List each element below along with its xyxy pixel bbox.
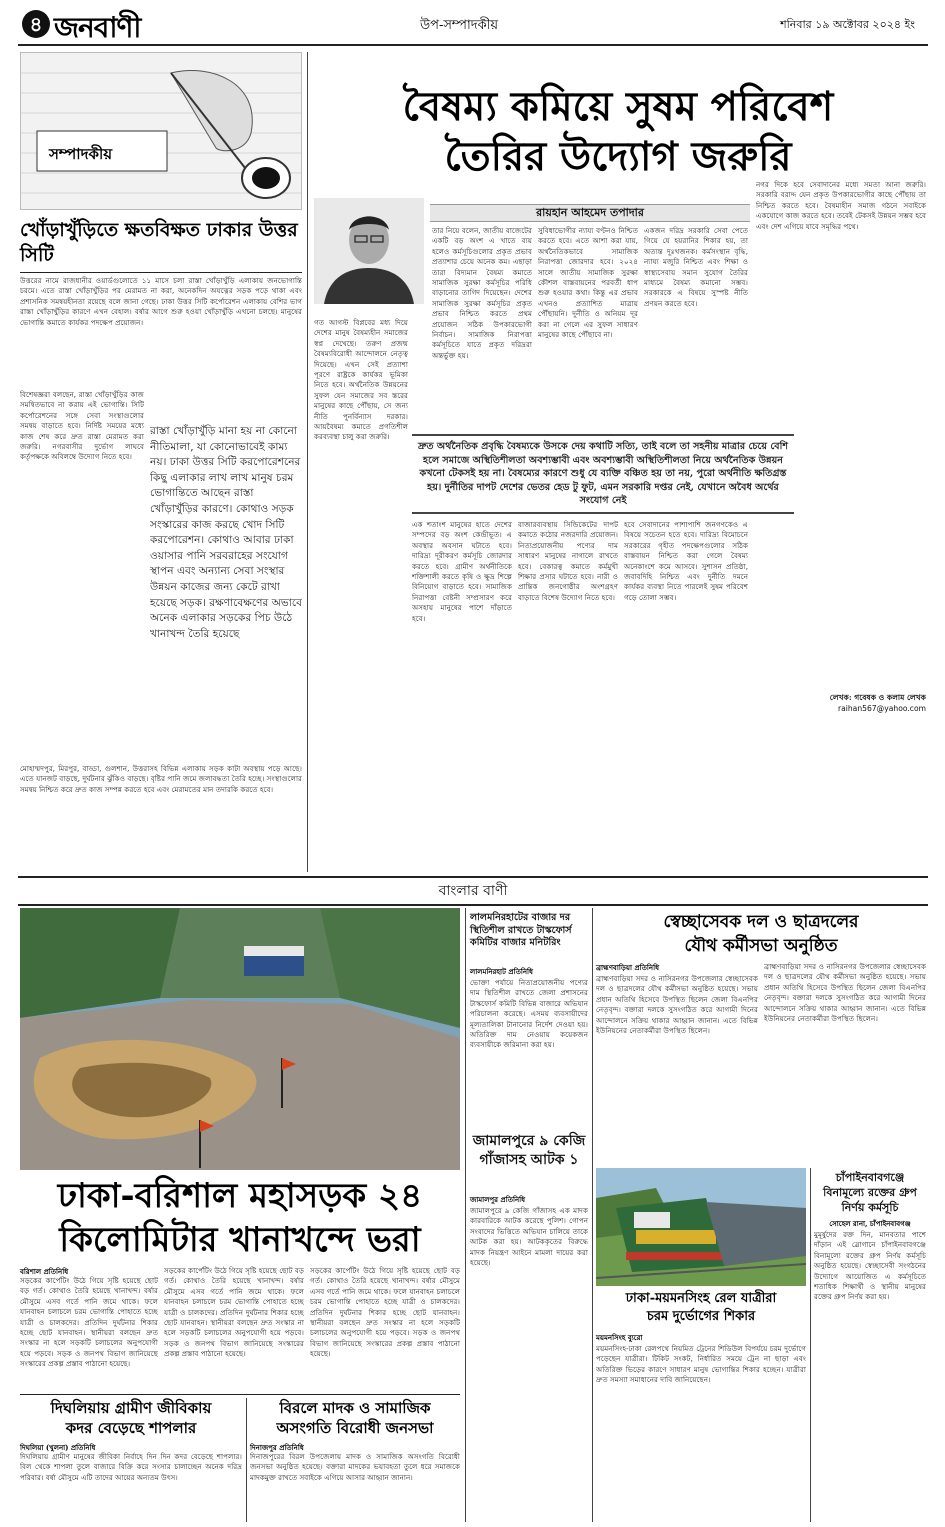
lead-correspondent: বরিশাল প্রতিনিধি: [20, 1267, 69, 1276]
editorial-label: সম্পাদকীয়: [49, 145, 113, 163]
road-photo: [20, 908, 460, 1170]
editorial-body-2: বিশেষজ্ঞরা বলছেন, রাস্তা খোঁড়াখুঁড়ির কাজ সমন্বিতভাবে না করায় এই ভোগান্তি। সিটি কর্পোরেশনের সঙ্গে সেবা সংস্থাগুলোর সমন্বয় বাড়াতে হবে। নির্দিষ্ট সময়ের মধ্যে কাজ শেষ করে দ্রুত রাস্তা মেরামত করা জরুরি। নগরবাসীর দুর্ভোগ লাঘবে কর্তৃপক্ষকে অবিলম্বে উদ্যোগ নিতে হবে।: [20, 390, 144, 462]
column-rule-bottom-a: [246, 1398, 247, 1522]
op-ed-body-7: হবে সেবাদানের পাশাপাশি জনগণকেও এ বিষয়ে সচেতন হতে হবে। দারিদ্র্য বিমোচনে সরকারের গৃহীত পদক্ষেপগুলোর সঠিক বাস্তবায়ন নিশ্চিত করা গেলে বৈষম্য অনেকাংশে কমে আসবে। সুশাসন প্রতিষ্ঠা, জবাবদিহি নিশ্চিত এবং দুর্নীতি দমনে কার্যকর ব্যবস্থা নিতে পারলেই সুষম পরিবেশ গড়ে তোলা সম্ভব।: [624, 520, 748, 602]
author-byline-bar: [430, 204, 750, 222]
lalmonirhat-correspondent: লালমনিরহাট প্রতিনিধি: [470, 967, 533, 976]
lead-body-1: সড়কের কার্পেটিং উঠে গিয়ে সৃষ্টি হয়েছে ছোট বড় গর্ত। কোথাও তৈরি হয়েছে খানাখন্দ। বর্ষার মৌসুমে এসব গর্তে পানি জমে থাকে। ফলে যানবাহন চলাচলে চরম ভোগান্তি পোহাতে হচ্ছে যাত্রী ও চালকদের। প্রতিদিন দুর্ঘটনার শিকার হচ্ছে ছোট যানবাহন। স্থানীয়রা বলছেন দ্রুত সংস্কার না হলে সড়কটি চলাচলের অনুপযোগী হয়ে পড়বে। সড়ক ও জনপথ বিভাগ জানিয়েছে সংস্কারের প্রকল্প প্রস্তাব পাঠানো হয়েছে।: [20, 1276, 158, 1369]
column-rule-3: [592, 908, 593, 1522]
volunteer-correspondent: ব্রাহ্মণবাড়িয়া প্রতিনিধি: [596, 963, 660, 972]
dighalia-headline: [20, 1398, 242, 1438]
op-ed-body-2: সুবিধাভোগীর ন্যায্য বণ্টনও নিশ্চিত করতে হবে। এতে আশা করা যায়, অর্থনৈতিকভাবে সামাজিক নিরাপত্তা জোরদার হবে। ২০২৪ সালে জাতীয় সামাজিক সুরক্ষা কৌশল বাস্তবায়নের পরবর্তী ধাপ শুরু হওয়ার কথা। কিন্তু এর প্রভাব এখনও প্রত্যাশিত মাত্রায় পৌঁছায়নি। দুর্নীতি ও অনিয়ম দূর করা না গেলে এর সুফল সাধারণ মানুষের কাছে পৌঁছাবে না।: [538, 226, 638, 340]
op-ed-body-1: তার নিয়ে বলেন, জাতীয় বাজেটের একটি বড় অংশ এ খাতে ব্যয় হলেও কর্মসূচিগুলোর প্রকৃত প্রভাব প্রত্যাশার চেয়ে অনেক কম। এছাড়া তারা বিদ্যমান বৈষম্য কমাতে সামাজিক সুরক্ষা কর্মসূচির পরিধি বাড়ানোর তাগিদ দিয়েছেন। দেশের সামাজিক সুরক্ষা কর্মসূচির প্রকৃত প্রভাব নিশ্চিত করতে প্রথম প্রয়োজন সঠিক উপকারভোগী নির্বাচন। সামাজিক নিরাপত্তা কর্মসূচিতে যাতে প্রকৃত দরিদ্ররা অন্তর্ভুক্ত হয়।: [432, 226, 532, 360]
op-ed-headline: [312, 82, 924, 182]
jamalpur-headline: জামালপুরে ৯ কেজি গাঁজাসহ আটক ১: [472, 1133, 586, 1168]
dighalia-headline-line1: দিঘলিয়ায় গ্রামীণ জীবিকায়: [50, 1399, 212, 1417]
author-name: রায়হান আহমেদ তপাদার: [536, 206, 644, 219]
op-ed-headline-line2: তৈরির উদ্যোগ জরুরি: [444, 133, 792, 180]
chapainawabganj-body: মুমূর্ষুদের রক্ত দিন, মানবতার পাশে দাঁড়ান এই স্লোগানে চাঁপাইনবাবগঞ্জে বিনামূল্যে রক্তের গ্রুপ নির্ণয় কর্মসূচি অনুষ্ঠিত হয়েছে। স্বেচ্ছাসেবী সংগঠনের উদ্যোগে আয়োজিত এ কর্মসূচিতে শতাধিক শিক্ষার্থী ও স্থানীয় মানুষের রক্তের গ্রুপ নির্ণয় করা হয়।: [814, 1230, 926, 1302]
author-note: লেখক: গবেষক ও কলাম লেখক: [829, 693, 926, 702]
birol-headline-line1: বিরলে মাদক ও সামাজিক: [279, 1399, 431, 1417]
editorial-pullquote: রাস্তা খোঁড়াখুঁড়ি মানা হয় না কোনো নীতিমালা, যা কোনোভাবেই কাম্য নয়। ঢাকা উত্তর সিটি করপোরেশনের কিছু এলাকার লাখ লাখ মানুষ চরম ভোগান্তিতে আছেন রাস্তা খোঁড়াখুঁড়ির কারণে। কোথাও সড়ক সংস্কারের কাজ করছে খোদ সিটি করপোরেশন। কোথাও আবার ঢাকা ওয়াসার পানি সরবরাহের সংযোগ স্থাপন এবং অন্যান্য সেবা সংস্থার উন্নয়ন কাজের জন্য কেটে রাখা হয়েছে সড়ক। রক্ষণাবেক্ষণের অভাবে অনেক এলাকার সড়কের পিচ উঠে খানাখন্দ তৈরি হয়েছে: [150, 425, 302, 640]
bottom-stories-rule: [20, 1394, 460, 1395]
birol-body: দিনাজপুরের বিরল উপজেলায় মাদক ও সামাজিক অসংগতি বিরোধী জনসভা অনুষ্ঠিত হয়েছে। বক্তারা মাদকের ভয়াবহতা তুলে ধরে সমাজকে মাদকমুক্ত রাখতে সবাইকে এগিয়ে আসার আহ্বান জানান।: [250, 1452, 460, 1482]
section-rule-bottom: [18, 904, 928, 906]
dighalia-headline-line2: কদর বেড়েছে শাপলার: [65, 1419, 197, 1437]
birol-correspondent: দিনাজপুর প্রতিনিধি: [250, 1443, 304, 1452]
column-rule-4: [810, 1168, 811, 1522]
train-body: ময়মনসিংহ-ঢাকা রেলপথে নিয়মিত ট্রেনের শিডিউল বিপর্যয়ে চরম দুর্ভোগে পড়েছেন যাত্রীরা। টিকিট সংকট, নির্ধারিত সময়ে ট্রেন না ছাড়া এবং অতিরিক্ত ভিড়ের কারণে সাধারণ মানুষ ভোগান্তির শিকার হচ্ছেন। যাত্রীরা দ্রুত সমস্যা সমাধানের দাবি জানিয়েছেন।: [596, 1344, 806, 1385]
dighalia-correspondent: দিঘলিয়া (খুলনা) প্রতিনিধি: [20, 1443, 96, 1452]
author-email: raihan567@yahoo.com: [837, 704, 926, 713]
section-rule-top: [18, 876, 928, 878]
page-number-badge: ৪: [22, 10, 50, 38]
section-title: উপ-সম্পাদকীয়: [420, 18, 499, 33]
volunteer-headline: [596, 910, 926, 958]
dighalia-body: দিঘলিয়ায় গ্রামীণ মানুষের জীবিকা নির্বাহে দিন দিন কদর বেড়েছে শাপলার। বিল থেকে শাপলা তুলে বাজারে বিক্রি করে সংসার চালাচ্ছেন অনেক দরিদ্র পরিবার। বর্ষা মৌসুমে এটি তাদের আয়ের অন্যতম উৎস।: [20, 1452, 242, 1482]
volunteer-headline-line2: যৌথ কর্মীসভা অনুষ্ঠিত: [684, 936, 838, 956]
author-photo: [314, 198, 424, 304]
lead-body-2: সড়কের কার্পেটিং উঠে গিয়ে সৃষ্টি হয়েছে ছোট বড় গর্ত। কোথাও তৈরি হয়েছে খানাখন্দ। বর্ষার মৌসুমে এসব গর্তে পানি জমে থাকে। ফলে যানবাহন চলাচলে চরম ভোগান্তি পোহাতে হচ্ছে যাত্রী ও চালকদের। প্রতিদিন দুর্ঘটনার শিকার হচ্ছে ছোট যানবাহন। স্থানীয়রা বলছেন দ্রুত সংস্কার না হলে সড়কটি চলাচলের অনুপযোগী হয়ে পড়বে। সড়ক ও জনপথ বিভাগ জানিয়েছে সংস্কারের প্রকল্প প্রস্তাব পাঠানো হয়েছে।: [164, 1266, 304, 1359]
op-ed-pullquote: দ্রুত অর্থনৈতিক প্রবৃদ্ধি বৈষম্যকে উসকে দেয় কথাটি সত্যি, তাই বলে তা সহনীয় মাত্রার চেয়ে বেশি হলে সমাজে অস্থিতিশীলতা অবশ্যম্ভাবী এবং অবশ্যম্ভাবী অস্থিতিশীলতা নিয়ে অর্থনৈতিক উন্নয়ন কখনো টেকসই হয় না। বৈষম্যের কারণে শুধু যে ব্যক্তি বঞ্চিত হয় তা নয়, পুরো অর্থনীতি ক্ষতিগ্রস্ত হয়। দুর্নীতির দাপট দেশের ভেতর হেড টু ফুট, এমন সরকারি দপ্তর নেই, যেখানে অবৈধ অর্থের সংযোগ নেই: [412, 434, 794, 514]
train-photo: [596, 1168, 806, 1286]
birol-headline-line2: অসংগতি বিরোধী জনসভা: [276, 1419, 434, 1437]
bangla-bani-title: বাংলার বাণী: [438, 883, 508, 899]
volunteer-headline-line1: স্বেচ্ছাসেবক দল ও ছাত্রদলের: [663, 912, 859, 932]
op-ed-body-8: নগর দিকে হবে সেবাদানের মধ্যে সমতা আনা জরুরি। সরকারি বরাদ্দ যেন প্রকৃত উপকারভোগীর কাছে পৌঁছায় তা নিশ্চিত করতে হবে। বৈষম্যহীন সমাজ গঠনে সবাইকে একযোগে কাজ করতে হবে। তবেই টেকসই উন্নয়ন সম্ভব হবে এবং দেশ এগিয়ে যাবে সমৃদ্ধির পথে।: [756, 180, 926, 231]
lead-headline-line2: কিলোমিটার খানাখন্দে ভরা: [59, 1220, 421, 1260]
column-rule-1: [307, 52, 308, 872]
op-ed-body-5: এক শতাংশ মানুষের হাতে দেশের সম্পদের বড় অংশ কেন্দ্রীভূত। এ অবস্থার অবসান ঘটাতে হবে। দারিদ্র্য দূরীকরণ কর্মসূচি জোরদার করতে হবে। গ্রামীণ অর্থনীতিকে শক্তিশালী করতে কৃষি ও ক্ষুদ্র শিল্পে বিনিয়োগ বাড়াতে হবে। সামাজিক নিরাপত্তা বেষ্টনী সম্প্রসারণ করে অসহায় মানুষের পাশে দাঁড়াতে হবে।: [412, 520, 512, 623]
train-headline: [596, 1290, 806, 1326]
op-ed-body-4: গত আগস্ট বিপ্লবের মধ্য দিয়ে দেশের মানুষ বৈষম্যহীন সমাজের স্বপ্ন দেখেছে। তরুণ প্রজন্ম বৈষম্যবিরোধী আন্দোলনে নেতৃত্ব দিয়েছে। এখন সেই প্রত্যাশা পূরণে রাষ্ট্রকে কার্যকর ভূমিকা নিতে হবে। অর্থনৈতিক উন্নয়নের সুফল যেন সমাজের সব স্তরের মানুষের কাছে পৌঁছায়, সে জন্য নীতি পুনর্বিন্যাস দরকার। আয়বৈষম্য কমাতে প্রগতিশীল করব্যবস্থা চালু করা জরুরি।: [314, 318, 408, 442]
volunteer-body-1: ব্রাহ্মণবাড়িয়া সদর ও নাসিরনগর উপজেলার স্বেচ্ছাসেবক দল ও ছাত্রদলের যৌথ কর্মীসভা অনুষ্ঠিত হয়েছে। সভায় প্রধান অতিথি হিসেবে উপস্থিত ছিলেন জেলা বিএনপির নেতৃবৃন্দ। বক্তারা দলকে সুসংগঠিত করে আগামী দিনের আন্দোলনে সক্রিয় থাকার আহ্বান জানান। এতে বিভিন্ন ইউনিয়নের নেতাকর্মীরা উপস্থিত ছিলেন।: [596, 974, 758, 1036]
editorial-illustration: [20, 52, 302, 210]
op-ed-body-6: বাজারব্যবস্থায় সিন্ডিকেটের দাপট কমাতে কঠোর নজরদারি প্রয়োজন। নিত্যপ্রয়োজনীয় পণ্যের দাম সাধারণ মানুষের নাগালে রাখতে হবে। বেকারত্ব কমাতে কর্মমুখী শিক্ষার প্রসার ঘটাতে হবে। নারী ও প্রান্তিক জনগোষ্ঠীর অংশগ্রহণ বাড়াতে বিশেষ উদ্যোগ নিতে হবে।: [518, 520, 618, 602]
train-headline-line2: চরম দুর্ভোগের শিকার: [646, 1309, 756, 1324]
lead-headline: [20, 1174, 460, 1262]
lead-headline-line1: ঢাকা-বরিশাল মহাসড়ক ২৪: [57, 1176, 423, 1216]
editorial-body-1: উত্তরের নামে রাজধানীর ওয়ার্ডগুলোতে ১১ মাসে চলা রাস্তা খোঁড়াখুঁড়ি এলাকায় জনভোগান্তি চরমে। এতে রাস্তা খোঁড়াখুঁড়ির পর মেরামত না করা, অনেকদিন অযত্নের সড়ক পড়ে থাকা এবং প্রশাসনিক সমন্বয়হীনতা রয়েছে বলে জানা গেছে। ঢাকা উত্তর সিটি কর্পোরেশন এলাকায় বেশির ভাগ রাস্তা খোঁড়াখুঁড়ির কারণে এখন বেহাল। বর্ষার আগে শুরু হওয়া খোঁড়াখুঁড়ি এখনো চলছে। মানুষের ভোগান্তি কমাতে কার্যকর পদক্ষেপ প্রয়োজন।: [20, 276, 302, 327]
editorial-headline: খোঁড়াখুঁড়িতে ক্ষতবিক্ষত ঢাকার উত্তর সিটি: [20, 219, 298, 266]
lalmonirhat-headline: লালমনিরহাটের বাজার দর স্থিতিশীল রাখতে টাস্কফোর্স কমিটির বাজার মনিটরিং: [470, 912, 572, 949]
chapainawabganj-headline: চাঁপাইনবাবগঞ্জে বিনামূল্যে রক্তের গ্রুপ নির্ণয় কর্মসূচি: [823, 1171, 917, 1214]
masthead-rule: [18, 44, 928, 46]
chapainawabganj-correspondent: সোহেল রানা, চাঁপাইনবাবগঞ্জ: [829, 1219, 911, 1228]
column-rule-2: [465, 908, 466, 1522]
editorial-rule: [20, 272, 302, 273]
logo: জনবাণী: [54, 11, 141, 44]
op-ed-body-3: একজন দরিদ্র সরকারি সেবা পেতে গিয়ে যে হয়রানির শিকার হয়, তা অত্যন্ত দুঃখজনক। কর্মসংস্থান বৃদ্ধি, ন্যায্য মজুরি নিশ্চিত এবং শিক্ষা ও স্বাস্থ্যসেবায় সমান সুযোগ তৈরির মাধ্যমে বৈষম্য কমানো সম্ভব। সরকারকে এ বিষয়ে সুস্পষ্ট নীতি প্রণয়ন করতে হবে।: [644, 226, 748, 308]
train-headline-line1: ঢাকা-ময়মনসিংহ রেল যাত্রীরা: [625, 1291, 777, 1306]
editorial-body-3: মোহাম্মদপুর, মিরপুর, বাড্ডা, গুলশান, উত্তরাসহ বিভিন্ন এলাকায় সড়ক কাটা অবস্থায় পড়ে আছে। এতে যানজট বাড়ছে, দুর্ঘটনার ঝুঁকিও বাড়ছে। বৃষ্টির পানি জমে জলাবদ্ধতা তৈরি হচ্ছে। সংস্থাগুলোর সমন্বয় নিশ্চিত করে দ্রুত কাজ সম্পন্ন করতে হবে এবং মেরামতের মান তদারকি করতে হবে।: [20, 764, 302, 794]
masthead: [0, 0, 945, 46]
birol-headline: [250, 1398, 460, 1438]
op-ed-headline-line1: বৈষম্য কমিয়ে সুষম পরিবেশ: [402, 83, 834, 130]
jamalpur-correspondent: জামালপুর প্রতিনিধি: [470, 1195, 526, 1204]
issue-date: শনিবার ১৯ অক্টোবর ২০২৪ ইং: [780, 18, 915, 31]
jamalpur-body: জামালপুরে ৯ কেজি গাঁজাসহ এক মাদক কারবারিকে আটক করেছে পুলিশ। গোপন সংবাদের ভিত্তিতে অভিযান চালিয়ে তাকে আটক করা হয়। আটককৃতের বিরুদ্ধে মাদক নিয়ন্ত্রণ আইনে মামলা দায়ের করা হয়েছে।: [470, 1206, 588, 1268]
lalmonirhat-body: ভোক্তা পর্যায়ে নিত্যপ্রয়োজনীয় পণ্যের দাম স্থিতিশীল রাখতে জেলা প্রশাসনের টাস্কফোর্স কমিটি বিভিন্ন বাজারে অভিযান পরিচালনা করেছে। এসময় ব্যবসায়ীদের মূল্যতালিকা টানানোর নির্দেশ দেওয়া হয়। অতিরিক্ত দাম নেওয়ায় কয়েকজন ব্যবসায়ীকে জরিমানা করা হয়।: [470, 978, 588, 1050]
bangla-bani-band: [18, 880, 928, 902]
volunteer-body-2: ব্রাহ্মণবাড়িয়া সদর ও নাসিরনগর উপজেলার স্বেচ্ছাসেবক দল ও ছাত্রদলের যৌথ কর্মীসভা অনুষ্ঠিত হয়েছে। সভায় প্রধান অতিথি হিসেবে উপস্থিত ছিলেন জেলা বিএনপির নেতৃবৃন্দ। বক্তারা দলকে সুসংগঠিত করে আগামী দিনের আন্দোলনে সক্রিয় থাকার আহ্বান জানান। এতে বিভিন্ন ইউনিয়নের নেতাকর্মীরা উপস্থিত ছিলেন।: [764, 962, 926, 1024]
lead-body-3: সড়কের কার্পেটিং উঠে গিয়ে সৃষ্টি হয়েছে ছোট বড় গর্ত। কোথাও তৈরি হয়েছে খানাখন্দ। বর্ষার মৌসুমে এসব গর্তে পানি জমে থাকে। ফলে যানবাহন চলাচলে চরম ভোগান্তি পোহাতে হচ্ছে যাত্রী ও চালকদের। প্রতিদিন দুর্ঘটনার শিকার হচ্ছে ছোট যানবাহন। স্থানীয়রা বলছেন দ্রুত সংস্কার না হলে সড়কটি চলাচলের অনুপযোগী হয়ে পড়বে। সড়ক ও জনপথ বিভাগ জানিয়েছে সংস্কারের প্রকল্প প্রস্তাব পাঠানো হয়েছে।: [310, 1266, 460, 1359]
train-correspondent: ময়মনসিংহ ব্যুরো: [596, 1333, 643, 1342]
